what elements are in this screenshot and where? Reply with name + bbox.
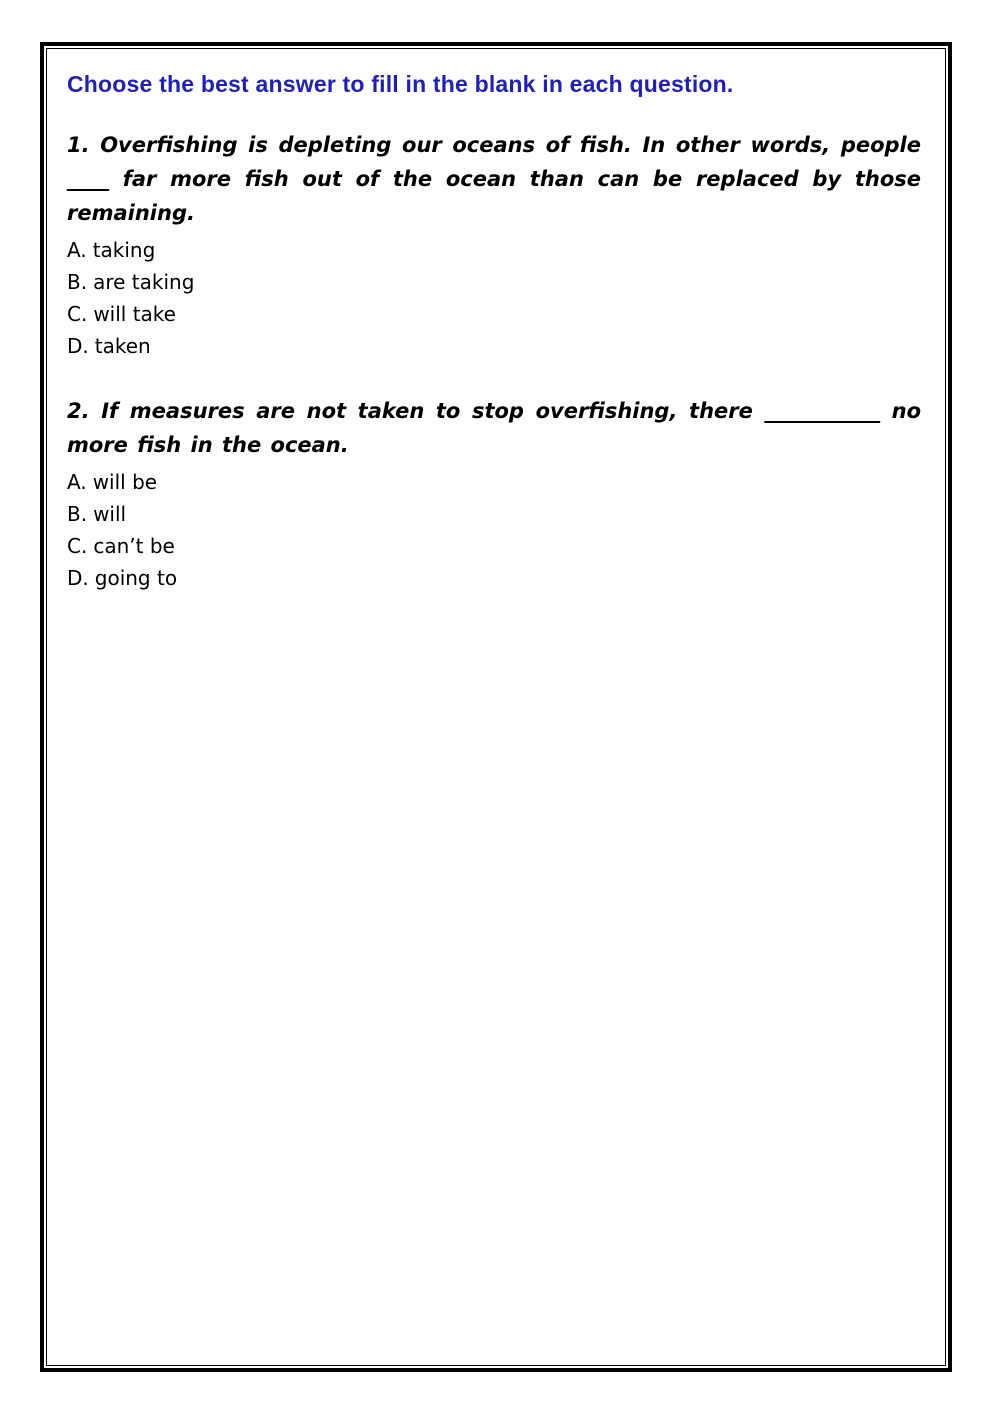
question-2-option-a xyxy=(67,466,921,498)
option-label: A. xyxy=(67,238,87,262)
question-1-option-c xyxy=(67,298,921,330)
question-1-option-a xyxy=(67,234,921,266)
option-label: C. xyxy=(67,534,88,558)
question-2-option-d xyxy=(67,562,921,594)
question-2-option-b xyxy=(67,498,921,530)
option-text: taken xyxy=(94,334,151,358)
question-1-text: 1. Overfishing is depleting our oceans of fish. In other words, people ____ far more fish out of the ocean than can be replaced by those remaining. xyxy=(67,133,921,225)
option-text: will be xyxy=(92,470,158,494)
option-label: B. xyxy=(67,502,88,526)
option-label: A. xyxy=(67,470,87,494)
question-2-options xyxy=(67,466,921,594)
option-text: will take xyxy=(93,302,176,326)
question-1-option-b xyxy=(67,266,921,298)
page-title: Choose the best answer to fill in the blank in each question. xyxy=(67,71,734,97)
option-label: B. xyxy=(67,270,88,294)
option-label: D. xyxy=(67,566,89,590)
question-1 xyxy=(67,128,921,362)
question-1-options xyxy=(67,234,921,362)
option-text: will xyxy=(93,502,127,526)
option-text: can’t be xyxy=(93,534,175,558)
option-label: C. xyxy=(67,302,88,326)
question-2-text: 2. If measures are not taken to stop overfishing, there ___________ no more fish in the ocean. xyxy=(67,399,921,457)
worksheet-page xyxy=(46,48,946,1366)
option-text: taking xyxy=(92,238,156,262)
option-text: are taking xyxy=(93,270,195,294)
worksheet-border xyxy=(40,42,952,1372)
question-2-option-c xyxy=(67,530,921,562)
option-text: going to xyxy=(94,566,178,590)
question-1-option-d xyxy=(67,330,921,362)
option-label: D. xyxy=(67,334,89,358)
question-2 xyxy=(67,394,921,594)
